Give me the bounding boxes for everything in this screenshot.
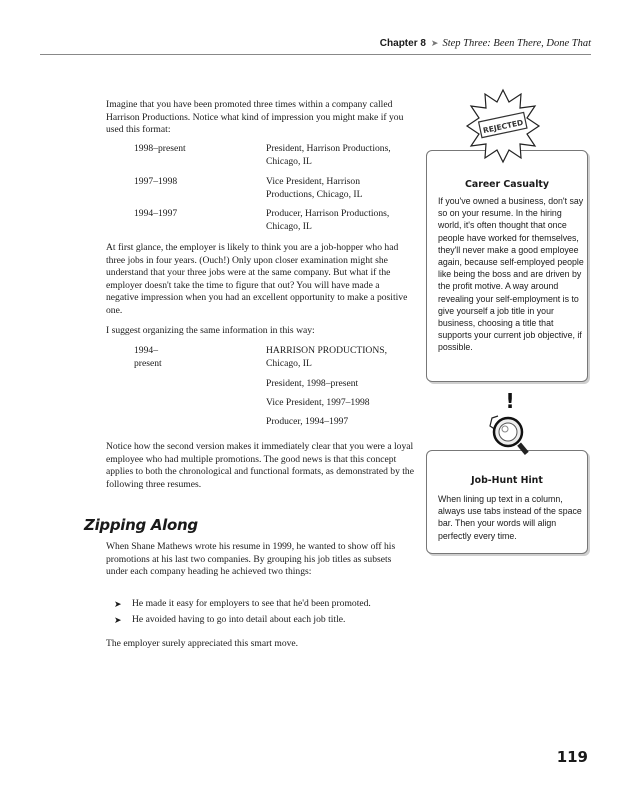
job-title: Producer, 1994–1997 <box>266 416 349 427</box>
sidebar-title: Career Casualty <box>464 179 550 190</box>
job-title: Vice President, 1997–1998 <box>266 397 370 408</box>
arrow-icon: ➤ <box>430 38 439 48</box>
table-cell-years: 1998–present <box>134 143 186 154</box>
header-rule <box>40 54 591 55</box>
job-title: President, 1998–present <box>266 378 359 389</box>
company-heading: HARRISON PRODUCTIONS, Chicago, IL <box>266 345 388 369</box>
shane-paragraph: When Shane Mathews wrote his resume in 1999, he wanted to show off his promotions at his last two companies. By grouping his job titles as subsets under each company heading he achieved two things: <box>106 541 396 578</box>
running-header <box>40 38 591 49</box>
intro-paragraph: Imagine that you have been promoted three times within a company called Harrison Productions. Notice what kind of impression you might make if you used this format: <box>106 99 404 136</box>
closing-paragraph: The employer surely appreciated this smart move. <box>106 638 299 649</box>
table-cell-title: President, Harrison Productions, Chicago, IL <box>266 143 391 167</box>
table-cell-years: 1997–1998 <box>134 176 178 187</box>
table-cell-title: Producer, Harrison Productions, Chicago, IL <box>266 208 390 232</box>
suggest-paragraph: I suggest organizing the same information in this way: <box>106 325 315 336</box>
sidebar-body: When lining up text in a column, always use tabs instead of the space bar. Then your words will align perfectly every time. <box>438 494 582 541</box>
notice-paragraph: Notice how the second version makes it immediately clear that you were a loyal employee who had multiple promotions. The good news is that this concept applies to both the chronological and functional formats, as demonstrated by the following three resumes. <box>106 441 414 490</box>
magnifying-glass-icon <box>476 388 540 458</box>
rejected-stamp-icon <box>463 86 543 166</box>
arrow-bullet-icon: ➤ <box>114 615 122 625</box>
first-glance-paragraph: At first glance, the employer is likely to think you are a job-hopper who had three jobs in four years. (Ouch!) Only upon closer examination might she understand that your three jobs were at the same company. But what if the employer doesn't take the time to figure that out? You will have made a negative impression when you had an excellent opportunity to make a positive one. <box>106 242 408 316</box>
arrow-bullet-icon: ➤ <box>114 599 122 609</box>
sidebar-body: If you've owned a business, don't say so on your resume. In the hiring world, it's often thought that once people have worked for themselves, they'll never make a good employee again, because self-employed people like being the boss and are driven by the profit motive. A way around revealing your self-employment is to give yourself a job title in your business, choosing a title that supports your current job objective, if possible. <box>438 196 584 353</box>
section-title: Step Three: Been There, Done That <box>442 38 591 49</box>
svg-text:!: ! <box>505 389 515 413</box>
page-number: 119 <box>556 748 588 766</box>
table-cell-title: Vice President, Harrison Productions, Chicago, IL <box>266 176 363 200</box>
career-casualty-box <box>426 150 588 382</box>
chapter-label: Chapter 8 <box>379 38 426 49</box>
table-cell-years: 1994–1997 <box>134 208 178 219</box>
svg-text:REJECTED: REJECTED <box>482 117 524 136</box>
job-hunt-hint-box <box>426 450 588 554</box>
section-heading: Zipping Along <box>84 516 198 534</box>
sidebar-title: Job-Hunt Hint <box>471 475 543 486</box>
table-cell-years: 1994–present <box>134 345 162 369</box>
